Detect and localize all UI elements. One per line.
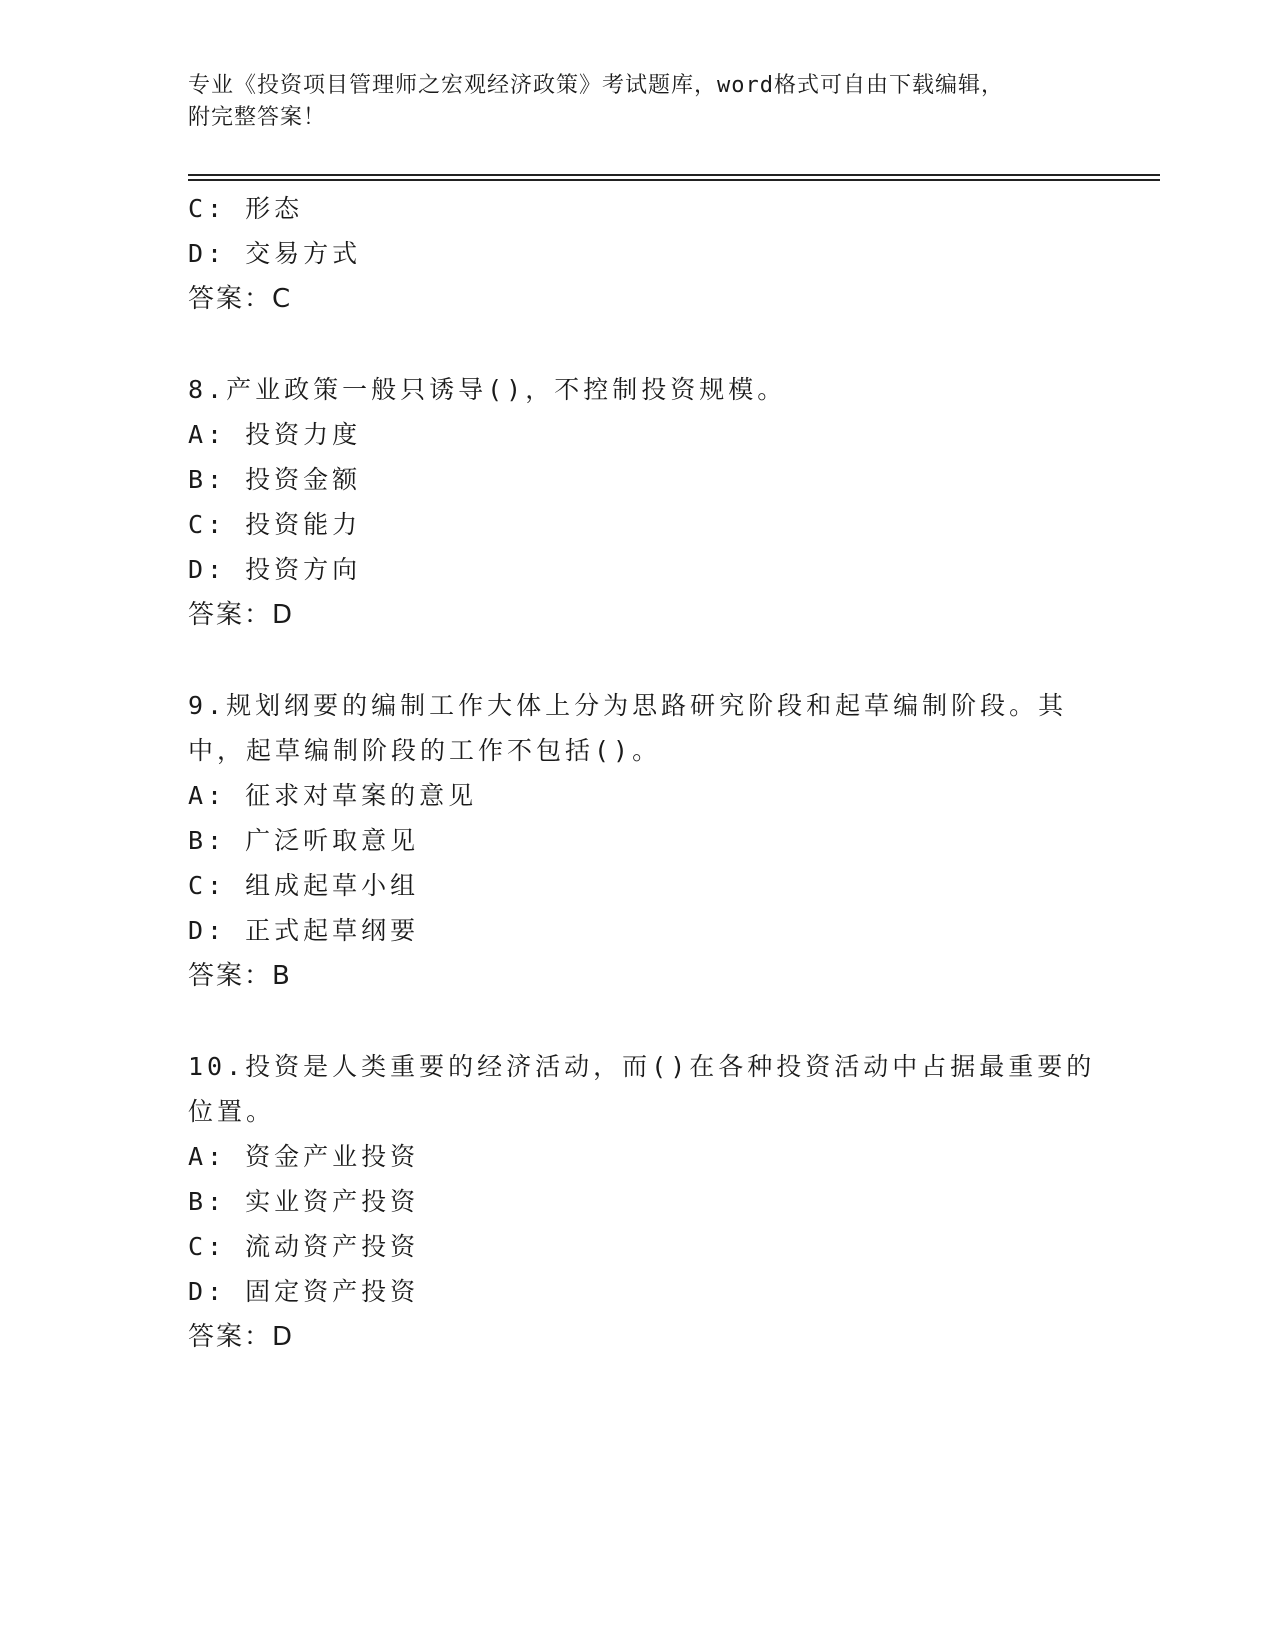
q7-answer: 答案：C — [188, 284, 293, 314]
q9-question-line-2: 中，起草编制阶段的工作不包括()。 — [188, 736, 662, 765]
q8-question: 8.产业政策一般只诱导()，不控制投资规模。 — [188, 375, 787, 404]
document-header — [188, 70, 1058, 134]
q10-answer: 答案：D — [188, 1322, 295, 1352]
q10-question-line-2: 位置。 — [188, 1097, 276, 1126]
q8-option-a: A: 投资力度 — [188, 420, 362, 449]
q10-question-line-1: 10.投资是人类重要的经济活动，而()在各种投资活动中占据最重要的 — [188, 1052, 1096, 1081]
header-line-2: 附完整答案！ — [188, 105, 327, 130]
q10-option-c: C: 流动资产投资 — [188, 1232, 420, 1261]
q9-answer: 答案：B — [188, 961, 292, 991]
q8-option-d: D: 投资方向 — [188, 555, 362, 584]
header-rule-top — [188, 174, 1160, 176]
q9-option-b: B: 广泛听取意见 — [188, 826, 420, 855]
q10-option-d: D: 固定资产投资 — [188, 1277, 420, 1306]
header-rule-bottom — [188, 179, 1160, 181]
q7-option-c: C: 形态 — [188, 194, 304, 223]
q8-option-c: C: 投资能力 — [188, 510, 362, 539]
q10-option-a: A: 资金产业投资 — [188, 1142, 420, 1171]
header-line-1: 专业《投资项目管理师之宏观经济政策》考试题库，word格式可自由下载编辑， — [188, 73, 1004, 98]
q9-option-d: D: 正式起草纲要 — [188, 916, 420, 945]
q10-option-b: B: 实业资产投资 — [188, 1187, 420, 1216]
q9-option-c: C: 组成起草小组 — [188, 871, 420, 900]
q7-option-d: D: 交易方式 — [188, 239, 362, 268]
q8-option-b: B: 投资金额 — [188, 465, 362, 494]
q9-question-line-1: 9.规划纲要的编制工作大体上分为思路研究阶段和起草编制阶段。其 — [188, 691, 1068, 720]
q9-option-a: A: 征求对草案的意见 — [188, 781, 478, 810]
q8-answer: 答案：D — [188, 600, 295, 630]
